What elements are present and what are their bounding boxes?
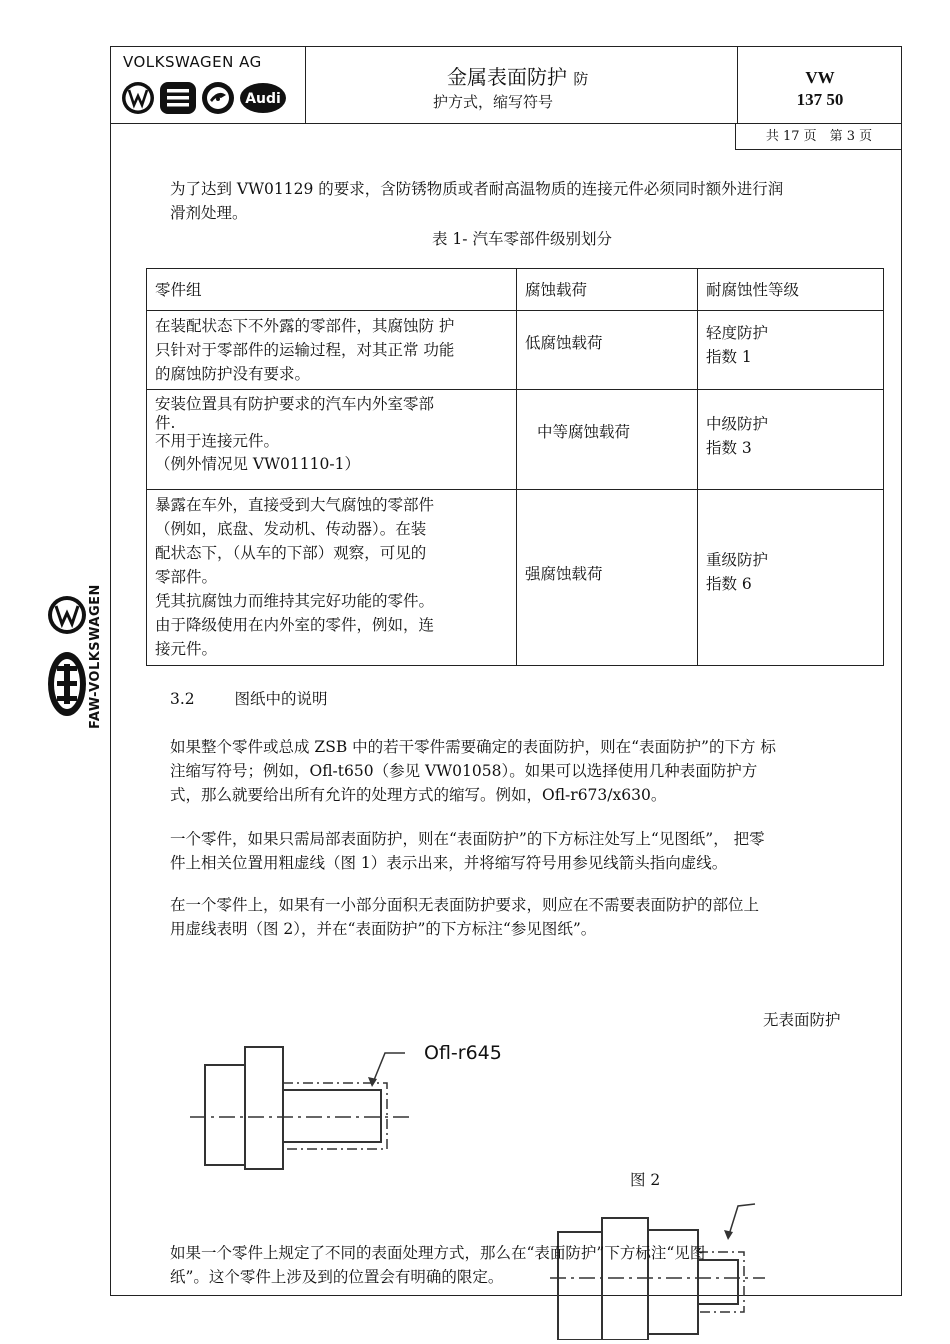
- cell-line: 重级防护: [706, 551, 769, 569]
- table-header-row: [147, 269, 884, 311]
- header-part-group: 零件组: [147, 269, 517, 311]
- cell-line: 暴露在车外，直接受到大气腐蚀的零部件: [155, 496, 435, 514]
- cell-line: 指数 3: [706, 439, 752, 457]
- figure-1-drawing: [185, 1035, 425, 1175]
- part-group-cell: [147, 311, 517, 390]
- seat-logo-icon: [159, 81, 197, 115]
- skoda-logo-icon: [201, 81, 235, 115]
- paragraph-line: 注缩写符号；例如，Ofl-t650（参见 VW01058）。如果可以选择使用几种表面防护方: [170, 762, 758, 780]
- resistance-grade-cell: [698, 390, 884, 490]
- page-info: 共 17 页 第 3 页: [735, 124, 902, 150]
- paragraph-line: 用虚线表明（图 2），并在“表面防护”的下方标注“参见图纸”。: [170, 920, 597, 938]
- cell-line: 中级防护: [706, 415, 769, 433]
- document-title: [447, 61, 588, 90]
- header-resistance-grade: 耐腐蚀性等级: [698, 269, 884, 311]
- part-group-cell: [147, 490, 517, 666]
- audi-logo-icon: [239, 81, 287, 115]
- cell-line: 接元件。: [155, 640, 218, 658]
- cell-line: 不用于连接元件。: [155, 432, 280, 450]
- paragraph-line: 件上相关位置用粗虚线（图 1）表示出来，并将缩写符号用参见线箭头指向虚线。: [170, 854, 728, 872]
- cell-line: 指数 6: [706, 575, 752, 593]
- table-row: [147, 311, 884, 390]
- corrosion-load-cell: [517, 490, 698, 666]
- cell-line: 中等腐蚀载荷: [537, 423, 631, 441]
- cell-line: 零部件。: [155, 568, 218, 586]
- figure-1-code: Ofl-r645: [424, 1042, 502, 1064]
- cell-line: 低腐蚀载荷: [525, 334, 603, 352]
- cell-line: 凭其抗腐蚀力而维持其完好功能的零件。: [155, 592, 435, 610]
- intro-paragraph: [170, 177, 783, 225]
- document-header: [110, 46, 902, 124]
- faw-volkswagen-logo-icon: [46, 594, 88, 720]
- paragraph-line: 纸”。这个零件上涉及到的位置会有明确的限定。: [170, 1268, 504, 1286]
- brand-cell: [111, 47, 306, 123]
- paragraph-2: [170, 827, 765, 875]
- section-heading: [170, 687, 328, 711]
- table-row: [147, 390, 884, 490]
- side-brand-text: FAW-VOLKSWAGEN: [88, 584, 103, 729]
- resistance-grade-cell: [698, 311, 884, 390]
- brand-logos: [121, 81, 287, 115]
- document-subtitle: 护方式，缩写符号: [433, 93, 554, 111]
- paragraph-1: [170, 735, 776, 807]
- paragraph-line: 式，那么就要给出所有允许的处理方式的缩写。例如，Ofl-r673/x630。: [170, 786, 667, 804]
- intro-line: 滑剂处理。: [170, 204, 248, 222]
- paragraph-line: 如果一个零件上规定了不同的表面处理方式，那么在“表面防护”下方标注“见图: [170, 1244, 706, 1262]
- cell-line: 安装位置具有防护要求的汽车内外室零部: [155, 395, 435, 413]
- standard-code: 137 50: [796, 90, 844, 109]
- company-name: VOLKSWAGEN AG: [123, 53, 262, 71]
- paragraph-line: 一个零件，如果只需局部表面防护，则在“表面防护”的下方标注处写上“见图纸”， 把零: [170, 830, 765, 848]
- intro-line: 为了达到 VW01129 的要求，含防锈物质或者耐高温物质的连接元件必须同时额外进行润: [170, 180, 784, 198]
- header-corrosion-load: 腐蚀载荷: [517, 269, 698, 311]
- paragraph-line: 在一个零件上，如果有一小部分面积无表面防护要求，则应在不需要表面防护的部位上: [170, 896, 760, 914]
- audi-logo-text: Audi: [245, 91, 281, 107]
- table-caption: 表 1- 汽车零部件级别划分: [432, 230, 612, 248]
- section-number: 3.2: [170, 690, 195, 708]
- corrosion-load-cell: [517, 311, 698, 390]
- cell-line: 的腐蚀防护没有要求。: [155, 365, 311, 383]
- cell-line: 只针对于零部件的运输过程，对其正常 功能: [155, 341, 455, 359]
- no-protection-label: 无表面防护: [763, 1011, 841, 1029]
- cell-line: 在装配状态下不外露的零部件，其腐蚀防 护: [155, 317, 455, 335]
- cell-line: 指数 1: [706, 348, 752, 366]
- section-title: 图纸中的说明: [234, 690, 328, 708]
- title-tail: 防: [573, 70, 589, 88]
- figure-2-caption: 图 2: [630, 1171, 661, 1189]
- paragraph-4: [170, 1241, 705, 1289]
- volkswagen-logo-icon: [121, 81, 155, 115]
- table-row: [147, 490, 884, 666]
- paragraph-3: [170, 893, 759, 941]
- cell-line: 强腐蚀载荷: [525, 565, 603, 583]
- title-main: 金属表面防护: [447, 65, 567, 89]
- resistance-grade-cell: [698, 490, 884, 666]
- grade-table: [146, 268, 884, 666]
- cell-line: 轻度防护: [706, 324, 769, 342]
- part-group-cell: [147, 390, 517, 490]
- paragraph-line: 如果整个零件或总成 ZSB 中的若干零件需要确定的表面防护，则在“表面防护”的下方 标: [170, 738, 776, 756]
- cell-line: 件.: [155, 414, 176, 432]
- standard-prefix: VW: [805, 68, 835, 87]
- corrosion-load-cell: [517, 390, 698, 490]
- cell-line: 由于降级使用在内外室的零件，例如，连: [155, 616, 435, 634]
- standard-number: [738, 67, 902, 111]
- standard-cell: [737, 47, 902, 123]
- cell-line: （例如，底盘、发动机、传动器）。在装: [155, 520, 427, 538]
- cell-line: （例外情况见 VW01110-1）: [155, 455, 360, 473]
- cell-line: 配状态下，（从车的下部）观察，可见的: [155, 544, 427, 562]
